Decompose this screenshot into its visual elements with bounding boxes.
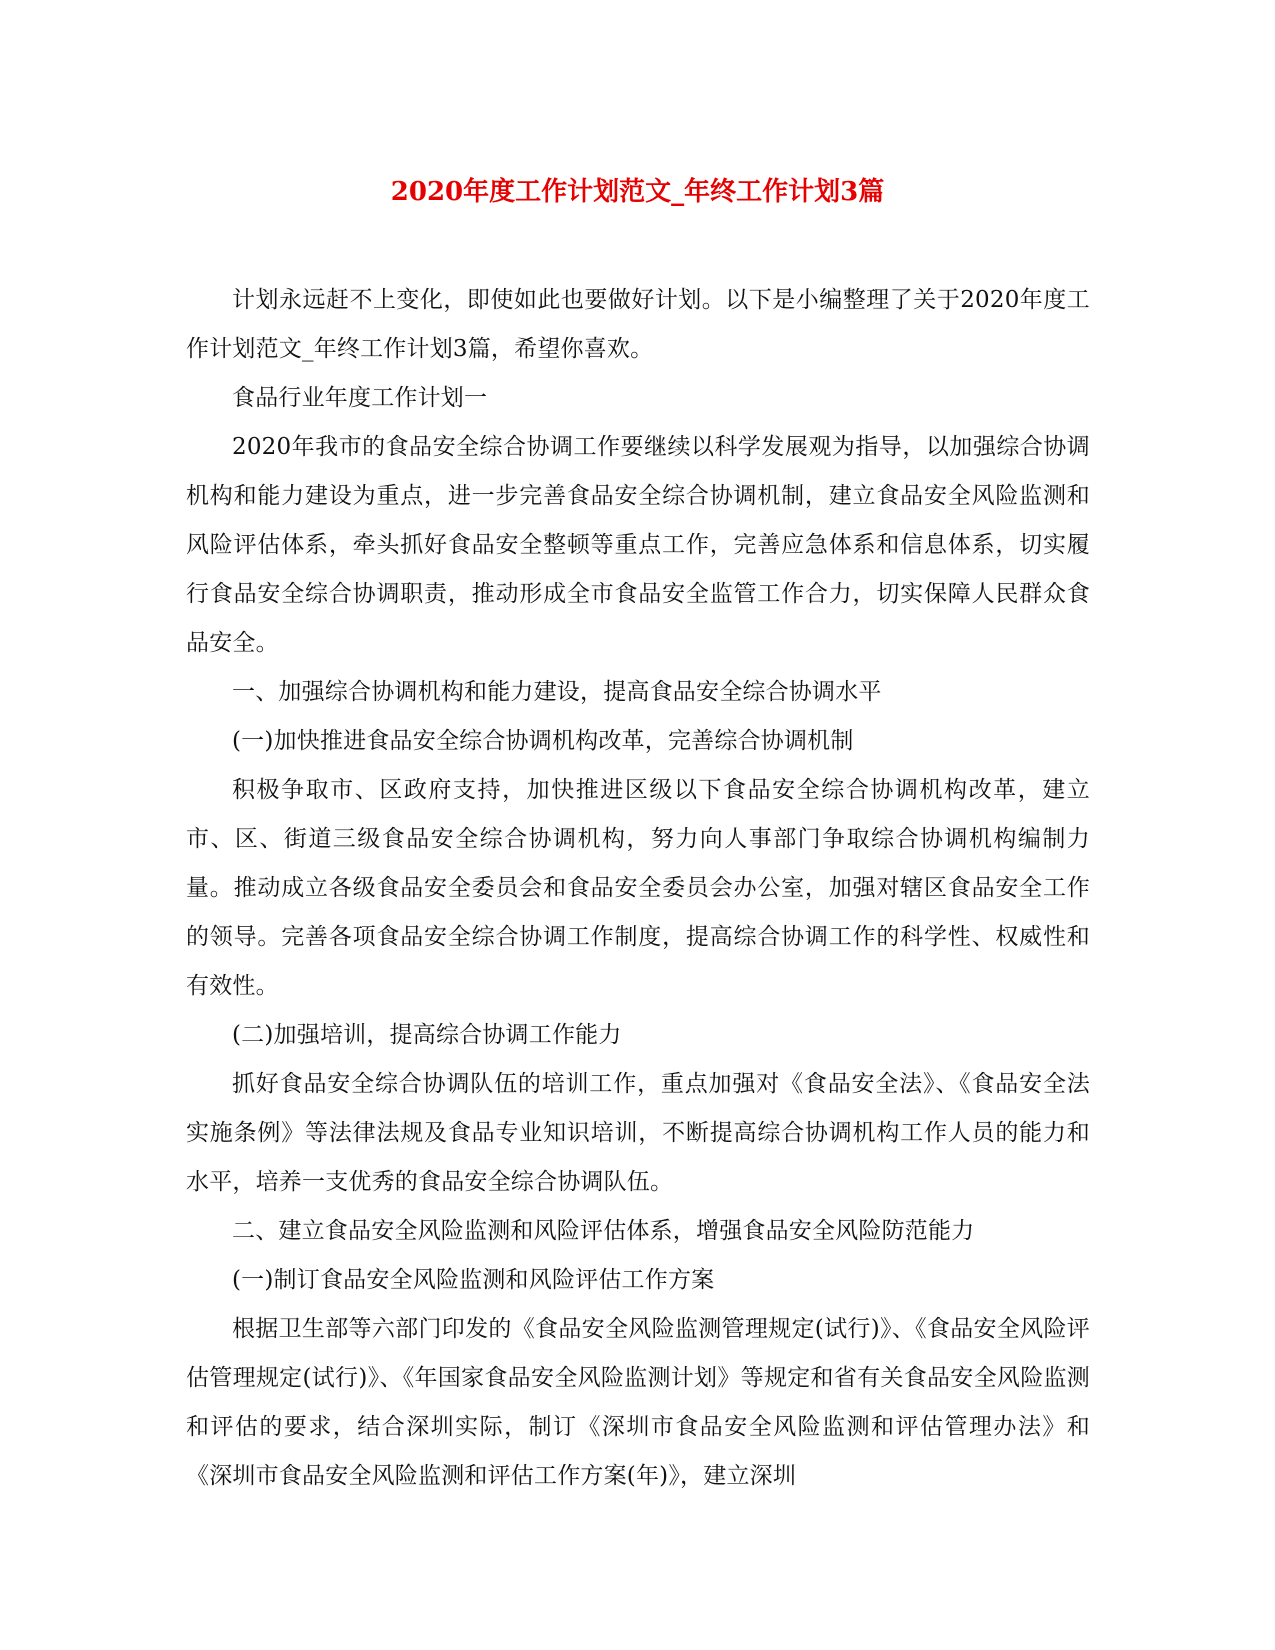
subsection-heading: (一)加快推进食品安全综合协调机构改革，完善综合协调机制 xyxy=(232,728,854,754)
subsection-heading: (二)加强培训，提高综合协调工作能力 xyxy=(232,1022,622,1048)
intro-paragraph: 计划永远赶不上变化，即使如此也要做好计划。以下是小编整理了关于2020年度工作计划范文_年终工作计划3篇，希望你喜欢。 xyxy=(186,287,1090,362)
subsection-heading: (一)制订食品安全风险监测和风险评估工作方案 xyxy=(232,1267,715,1293)
body-paragraph: 抓好食品安全综合协调队伍的培训工作，重点加强对《食品安全法》、《食品安全法实施条例》等法律法规及食品专业知识培训，不断提高综合协调机构工作人员的能力和水平，培养一支优秀的食品安全综合协调队伍。 xyxy=(186,1071,1090,1195)
document-body xyxy=(186,276,1090,1501)
section-heading: 食品行业年度工作计划一 xyxy=(232,385,488,411)
document-title: 2020年度工作计划范文_年终工作计划3篇 xyxy=(390,177,885,207)
section-heading: 二、建立食品安全风险监测和风险评估体系，增强食品安全风险防范能力 xyxy=(232,1218,975,1244)
section-heading: 一、加强综合协调机构和能力建设，提高食品安全综合协调水平 xyxy=(232,679,882,705)
body-paragraph: 积极争取市、区政府支持，加快推进区级以下食品安全综合协调机构改革，建立市、区、街道三级食品安全综合协调机构，努力向人事部门争取综合协调机构编制力量。推动成立各级食品安全委员会和食品安全委员会办公室，加强对辖区食品安全工作的领导。完善各项食品安全综合协调工作制度，提高综合协调工作的科学性、权威性和有效性。 xyxy=(186,777,1090,999)
body-paragraph: 根据卫生部等六部门印发的《食品安全风险监测管理规定(试行)》、《食品安全风险评估管理规定(试行)》、《年国家食品安全风险监测计划》等规定和省有关食品安全风险监测和评估的要求，结合深圳实际，制订《深圳市食品安全风险监测和评估管理办法》和《深圳市食品安全风险监测和评估工作方案(年)》，建立深圳 xyxy=(186,1316,1090,1489)
body-paragraph: 2020年我市的食品安全综合协调工作要继续以科学发展观为指导，以加强综合协调机构和能力建设为重点，进一步完善食品安全综合协调机制，建立食品安全风险监测和风险评估体系，牵头抓好食品安全整顿等重点工作，完善应急体系和信息体系，切实履行食品安全综合协调职责，推动形成全市食品安全监管工作合力，切实保障人民群众食品安全。 xyxy=(186,434,1090,656)
